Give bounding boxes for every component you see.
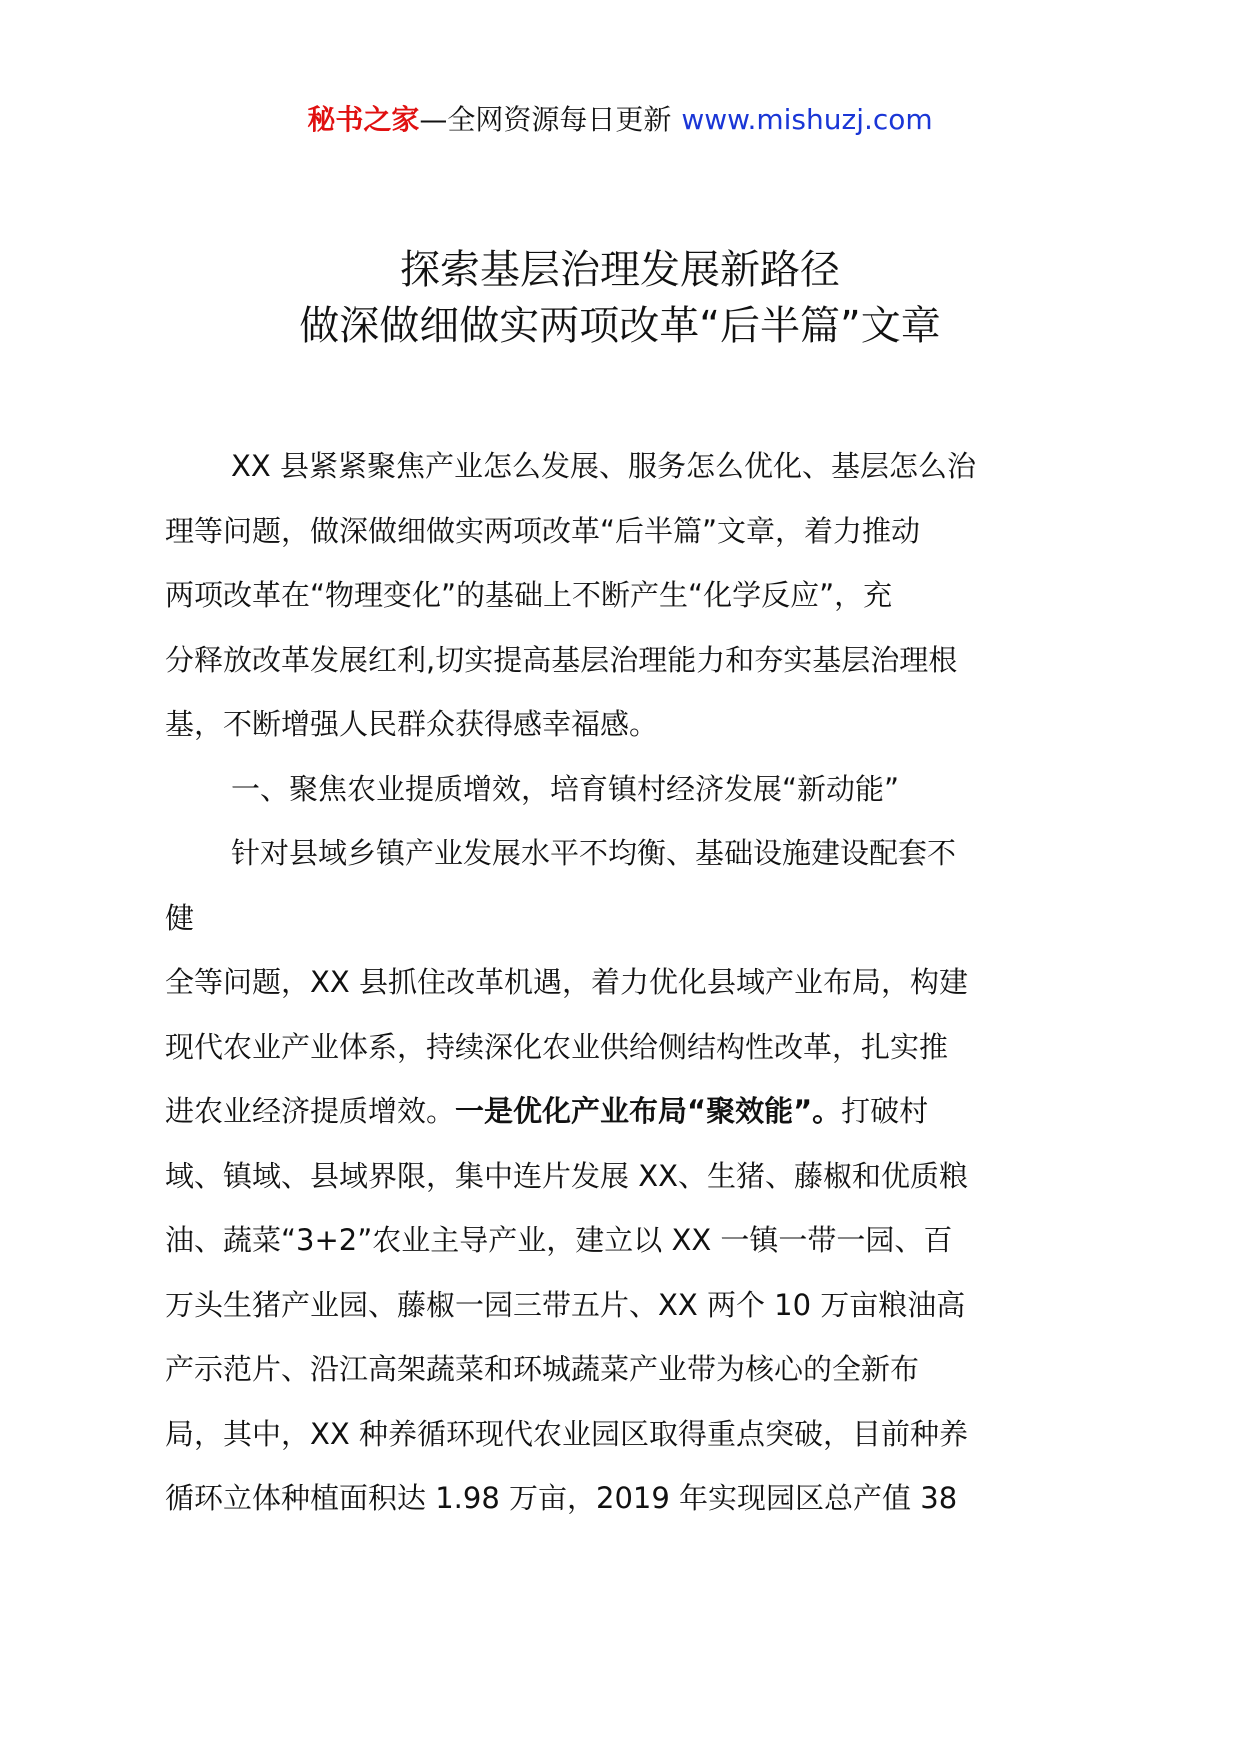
document-title bbox=[0, 242, 1240, 354]
paragraph-2-line: 局，其中，XX 种养循环现代农业园区取得重点突破，目前种养 bbox=[165, 1416, 968, 1451]
paragraph-1-line: 分释放改革发展红利,切实提高基层治理能力和夯实基层治理根 bbox=[165, 642, 958, 677]
title-line-1: 探索基层治理发展新路径 bbox=[400, 247, 840, 293]
paragraph-2-line: 域、镇域、县域界限，集中连片发展 XX、生猪、藤椒和优质粮 bbox=[165, 1158, 968, 1193]
paragraph-1-line: 理等问题，做深做细做实两项改革“后半篇”文章，着力推动 bbox=[165, 513, 921, 548]
paragraph-2-line: 健 bbox=[165, 900, 195, 935]
paragraph-2-line: 针对县域乡镇产业发展水平不均衡、基础设施建设配套不 bbox=[231, 836, 957, 870]
paragraph-2-line: 现代农业产业体系，持续深化农业供给侧结构性改革，扎实推 bbox=[165, 1029, 949, 1064]
banner-brand: 秘书之家 bbox=[307, 103, 420, 136]
paragraph-2-line: 万头生猪产业园、藤椒一园三带五片、XX 两个 10 万亩粮油高 bbox=[165, 1287, 966, 1322]
paragraph-2-line: 油、蔬菜“3+2”农业主导产业，建立以 XX 一镇一带一园、百 bbox=[165, 1223, 953, 1257]
paragraph-2-text: 打破村 bbox=[841, 1094, 929, 1128]
paragraph-1-line: 基，不断增强人民群众获得感幸福感。 bbox=[165, 707, 659, 741]
bold-subheading: 一是优化产业布局“聚效能”。 bbox=[455, 1094, 842, 1128]
paragraph-2-line: 循环立体种植面积达 1.98 万亩，2019 年实现园区总产值 38 bbox=[165, 1481, 958, 1515]
paragraph-1-line: 两项改革在“物理变化”的基础上不断产生“化学反应”，充 bbox=[165, 578, 893, 612]
document-body bbox=[165, 434, 1083, 1531]
paragraph-1-line: XX 县紧紧聚焦产业怎么发展、服务怎么优化、基层怎么治 bbox=[231, 449, 976, 483]
banner-tagline: —全网资源每日更新 bbox=[419, 103, 672, 136]
paragraph-2-line: 全等问题，XX 县抓住改革机遇，着力优化县域产业布局，构建 bbox=[165, 965, 968, 999]
paragraph-2-line bbox=[165, 1079, 1083, 1144]
paragraph-2-text: 进农业经济提质增效。 bbox=[165, 1094, 456, 1128]
paragraph-2-line: 产示范片、沿江高架蔬菜和环城蔬菜产业带为核心的全新布 bbox=[165, 1352, 920, 1386]
site-banner bbox=[0, 100, 1240, 140]
title-line-2: 做深做细做实两项改革“后半篇”文章 bbox=[299, 303, 941, 349]
section-heading-1: 一、聚焦农业提质增效，培育镇村经济发展“新动能” bbox=[231, 771, 900, 806]
banner-site-link[interactable]: www.mishuzj.com bbox=[681, 103, 933, 136]
